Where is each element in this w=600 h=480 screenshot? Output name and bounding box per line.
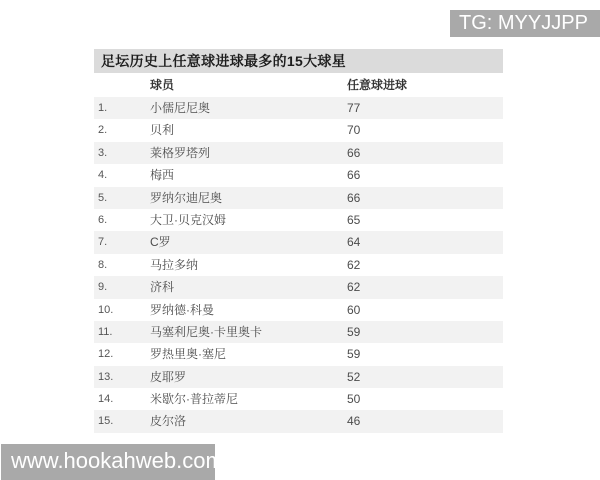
row-rank: 9. bbox=[98, 281, 108, 294]
row-player: C罗 bbox=[150, 235, 171, 250]
row-goals: 65 bbox=[347, 212, 361, 227]
table-row bbox=[94, 366, 503, 388]
row-player: 罗纳德·科曼 bbox=[150, 302, 214, 317]
table-row bbox=[94, 276, 503, 298]
row-player: 罗纳尔迪尼奥 bbox=[150, 190, 223, 205]
row-player: 马拉多纳 bbox=[150, 257, 199, 272]
row-player: 贝利 bbox=[150, 123, 175, 138]
row-rank: 8. bbox=[98, 258, 108, 271]
row-goals: 77 bbox=[347, 101, 361, 115]
website-watermark: www.hookahweb.com bbox=[1, 444, 215, 480]
table-row bbox=[94, 231, 503, 253]
freekick-ranking-table bbox=[94, 49, 503, 433]
telegram-watermark: TG: MYYJJPP bbox=[450, 10, 600, 37]
header-player: 球员 bbox=[150, 78, 175, 92]
row-goals: 66 bbox=[347, 168, 361, 183]
row-player: 米歇尔·普拉蒂尼 bbox=[150, 392, 238, 407]
row-goals: 70 bbox=[347, 123, 361, 138]
table-row bbox=[94, 187, 503, 209]
row-rank: 2. bbox=[98, 124, 108, 137]
table-row bbox=[94, 254, 503, 276]
table-row bbox=[94, 142, 503, 164]
row-rank: 13. bbox=[98, 370, 114, 383]
row-goals: 46 bbox=[347, 414, 361, 429]
table-header-row bbox=[94, 73, 503, 97]
row-goals: 59 bbox=[347, 347, 361, 362]
row-goals: 52 bbox=[347, 369, 361, 384]
row-player: 梅西 bbox=[150, 168, 175, 183]
row-rank: 6. bbox=[98, 213, 108, 226]
row-goals: 59 bbox=[347, 324, 361, 339]
row-rank: 5. bbox=[98, 191, 108, 204]
row-rank: 11. bbox=[98, 325, 113, 338]
row-rank: 7. bbox=[98, 236, 108, 249]
row-rank: 12. bbox=[98, 348, 114, 361]
row-player: 大卫·贝克汉姆 bbox=[150, 212, 226, 227]
header-rank bbox=[94, 73, 150, 97]
row-rank: 1. bbox=[98, 102, 108, 114]
table-body bbox=[94, 97, 503, 433]
header-goals: 任意球进球 bbox=[347, 78, 408, 92]
row-player: 马塞利尼奥·卡里奥卡 bbox=[150, 324, 262, 339]
table-title: 足坛历史上任意球进球最多的15大球星 bbox=[94, 49, 503, 73]
row-rank: 14. bbox=[98, 393, 114, 406]
row-player: 皮尔洛 bbox=[150, 414, 187, 429]
row-goals: 62 bbox=[347, 257, 361, 272]
row-goals: 60 bbox=[347, 302, 361, 317]
table-row bbox=[94, 410, 503, 432]
row-goals: 50 bbox=[347, 392, 361, 407]
table-row bbox=[94, 209, 503, 231]
row-player: 罗热里奥·塞尼 bbox=[150, 347, 226, 362]
row-goals: 62 bbox=[347, 280, 361, 295]
row-goals: 64 bbox=[347, 235, 361, 250]
table-row bbox=[94, 97, 503, 119]
row-player: 莱格罗塔列 bbox=[150, 145, 211, 160]
row-goals: 66 bbox=[347, 190, 361, 205]
row-player: 小儒尼尼奥 bbox=[150, 101, 211, 115]
row-player: 济科 bbox=[150, 280, 175, 295]
row-rank: 4. bbox=[98, 169, 108, 182]
table-row bbox=[94, 321, 503, 343]
row-player: 皮耶罗 bbox=[150, 369, 187, 384]
row-rank: 10. bbox=[98, 303, 114, 316]
row-rank: 15. bbox=[98, 415, 114, 428]
row-goals: 66 bbox=[347, 145, 361, 160]
row-rank: 3. bbox=[98, 146, 108, 159]
table-row bbox=[94, 343, 503, 365]
table-row bbox=[94, 119, 503, 141]
table-row bbox=[94, 388, 503, 410]
table-row bbox=[94, 299, 503, 321]
table-row bbox=[94, 164, 503, 186]
